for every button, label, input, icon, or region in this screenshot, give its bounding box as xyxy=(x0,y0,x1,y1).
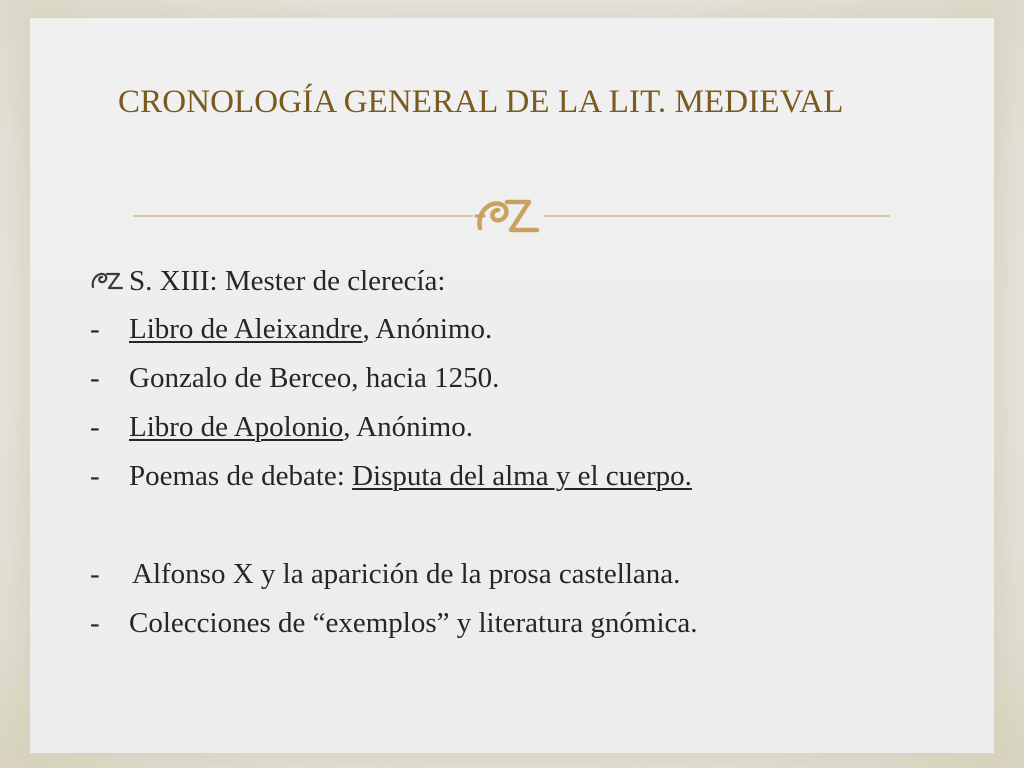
book-title: Disputa del alma y el cuerpo. xyxy=(352,460,692,492)
list-item-text: , Anónimo. xyxy=(343,411,473,443)
list-dash: - xyxy=(90,558,100,590)
list-item-text: Colecciones de “exemplos” y literatura gnómica. xyxy=(129,607,698,639)
list-item-text: , Anónimo. xyxy=(362,313,493,345)
list-dash: - xyxy=(90,607,100,639)
list-dash: - xyxy=(90,411,100,443)
heading-text: S. XIII: Mester de clerecía: xyxy=(129,265,446,297)
list-dash: - xyxy=(90,313,100,345)
list-item-text: Poemas de debate: xyxy=(129,460,353,492)
list-dash: - xyxy=(90,362,100,394)
book-title: Libro de Aleixandre xyxy=(129,313,363,345)
list-item-text: Gonzalo de Berceo, hacia 1250. xyxy=(129,362,500,394)
flourish-bullet-icon xyxy=(90,268,124,292)
list-dash: - xyxy=(90,460,100,492)
list-item-text: Alfonso X y la aparición de la prosa castellana. xyxy=(132,558,681,590)
book-title: Libro de Apolonio xyxy=(129,411,344,443)
slide-title: CRONOLOGÍA GENERAL DE LA LIT. MEDIEVAL xyxy=(118,84,844,120)
